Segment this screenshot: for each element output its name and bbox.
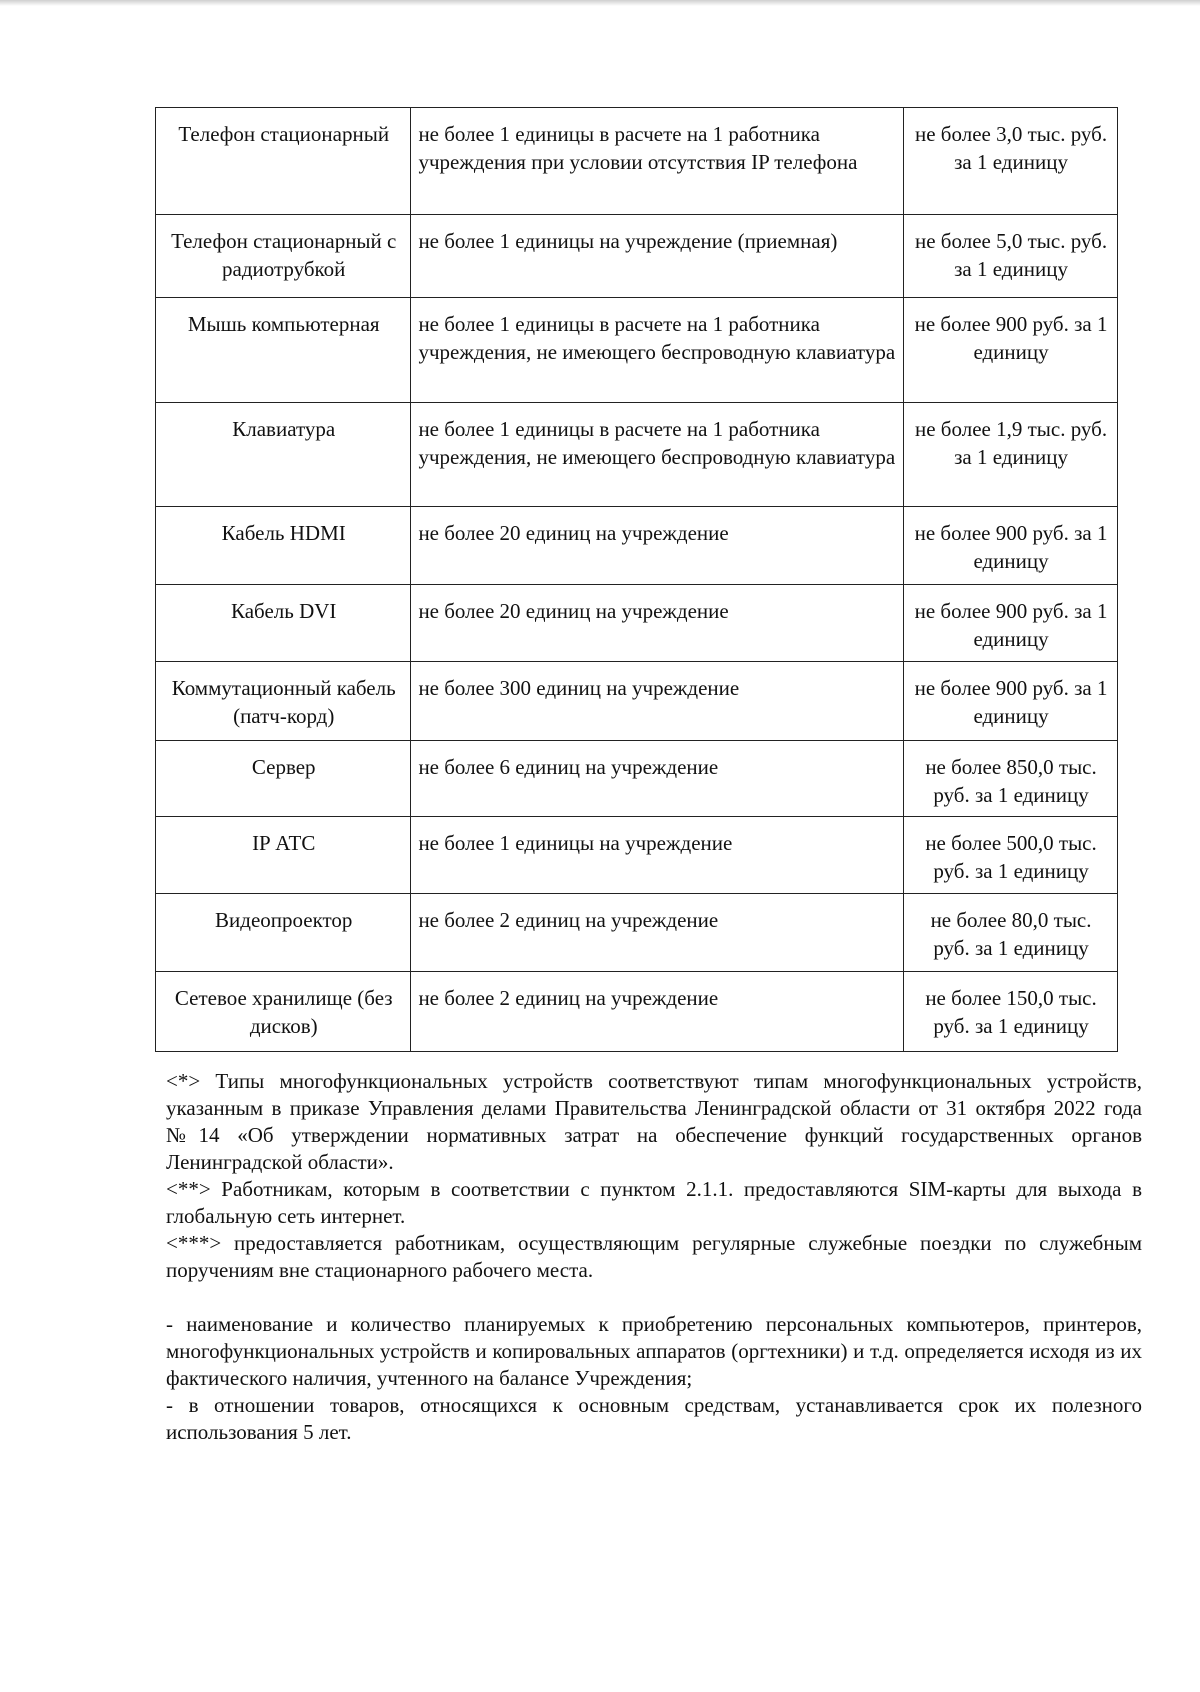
price-cell: не более 900 руб. за 1 единицу: [904, 507, 1118, 585]
footnote-one-star: <*> Типы многофункциональных устройств соответствуют типам многофункциональных устройств, указанным в приказе Управления делами Правительства Ленинградской области от 31 октября 2022 года №14 «Об утверждении нормативных затрат на обеспечение функций государственных органов Ленинградской области».: [166, 1069, 1142, 1174]
price-cell: не более 3,0 тыс. руб. за 1 единицу: [904, 108, 1118, 215]
quantity-cell: не более 20 единиц на учреждение: [411, 585, 904, 662]
price-cell: не более 900 руб. за 1 единицу: [904, 662, 1118, 741]
quantity-cell: не более 1 единицы в расчете на 1 работника учреждения при условии отсутствия IP телефона: [411, 108, 904, 215]
quantity-cell: не более 2 единиц на учреждение: [411, 894, 904, 972]
table-row: [156, 298, 1118, 403]
table-row: [156, 741, 1118, 817]
paragraph-gap: [166, 1284, 1142, 1311]
price-cell: не более 900 руб. за 1 единицу: [904, 298, 1118, 403]
table-row: [156, 403, 1118, 507]
price-cell: не более 150,0 тыс. руб. за 1 единицу: [904, 972, 1118, 1052]
price-cell: не более 850,0 тыс. руб. за 1 единицу: [904, 741, 1118, 817]
table-row: [156, 108, 1118, 215]
table-row: [156, 662, 1118, 741]
quantity-cell: не более 1 единицы в расчете на 1 работника учреждения, не имеющего беспроводную клавиатура: [411, 298, 904, 403]
item-name-cell: Сервер: [156, 741, 411, 817]
quantity-cell: не более 300 единиц на учреждение: [411, 662, 904, 741]
footnote-three-star: <***> предоставляется работникам, осуществляющим регулярные служебные поездки по служебным поручениям вне стационарного рабочего места.: [166, 1231, 1142, 1282]
table-row: [156, 507, 1118, 585]
quantity-cell: не более 1 единицы на учреждение: [411, 817, 904, 894]
scan-edge: [0, 0, 1200, 6]
item-name-cell: Мышь компьютерная: [156, 298, 411, 403]
quantity-cell: не более 1 единицы в расчете на 1 работника учреждения, не имеющего беспроводную клавиатура: [411, 403, 904, 507]
notes-section: [166, 1068, 1142, 1446]
quantity-cell: не более 20 единиц на учреждение: [411, 507, 904, 585]
table-row: [156, 585, 1118, 662]
price-cell: не более 1,9 тыс. руб. за 1 единицу: [904, 403, 1118, 507]
bullet-useful-life: - в отношении товаров, относящихся к основным средствам, устанавливается срок их полезного использования 5 лет.: [166, 1393, 1142, 1444]
table-row: [156, 817, 1118, 894]
item-name-cell: IP АТС: [156, 817, 411, 894]
item-name-cell: Сетевое хранилище (без дисков): [156, 972, 411, 1052]
item-name-cell: Видеопроектор: [156, 894, 411, 972]
bullet-equipment-quantity: - наименование и количество планируемых к приобретению персональных компьютеров, принтеров, многофункциональных устройств и копировальных аппаратов (оргтехники) и т.д. определяется исходя из их фактического наличия, учтенного на балансе Учреждения;: [166, 1312, 1142, 1390]
equipment-norms-table: [155, 107, 1118, 1052]
footnote-two-star: <**> Работникам, которым в соответствии с пунктом 2.1.1. предоставляются SIM-карты для выхода в глобальную сеть интернет.: [166, 1177, 1142, 1228]
item-name-cell: Кабель HDMI: [156, 507, 411, 585]
table-row: [156, 972, 1118, 1052]
item-name-cell: Коммутационный кабель (патч-корд): [156, 662, 411, 741]
item-name-cell: Кабель DVI: [156, 585, 411, 662]
quantity-cell: не более 2 единиц на учреждение: [411, 972, 904, 1052]
price-cell: не более 900 руб. за 1 единицу: [904, 585, 1118, 662]
price-cell: не более 80,0 тыс. руб. за 1 единицу: [904, 894, 1118, 972]
item-name-cell: Телефон стационарный: [156, 108, 411, 215]
item-name-cell: Клавиатура: [156, 403, 411, 507]
price-cell: не более 500,0 тыс. руб. за 1 единицу: [904, 817, 1118, 894]
quantity-cell: не более 6 единиц на учреждение: [411, 741, 904, 817]
item-name-cell: Телефон стационарный с радиотрубкой: [156, 215, 411, 298]
table-row: [156, 894, 1118, 972]
price-cell: не более 5,0 тыс. руб. за 1 единицу: [904, 215, 1118, 298]
table-row: [156, 215, 1118, 298]
quantity-cell: не более 1 единицы на учреждение (приемная): [411, 215, 904, 298]
